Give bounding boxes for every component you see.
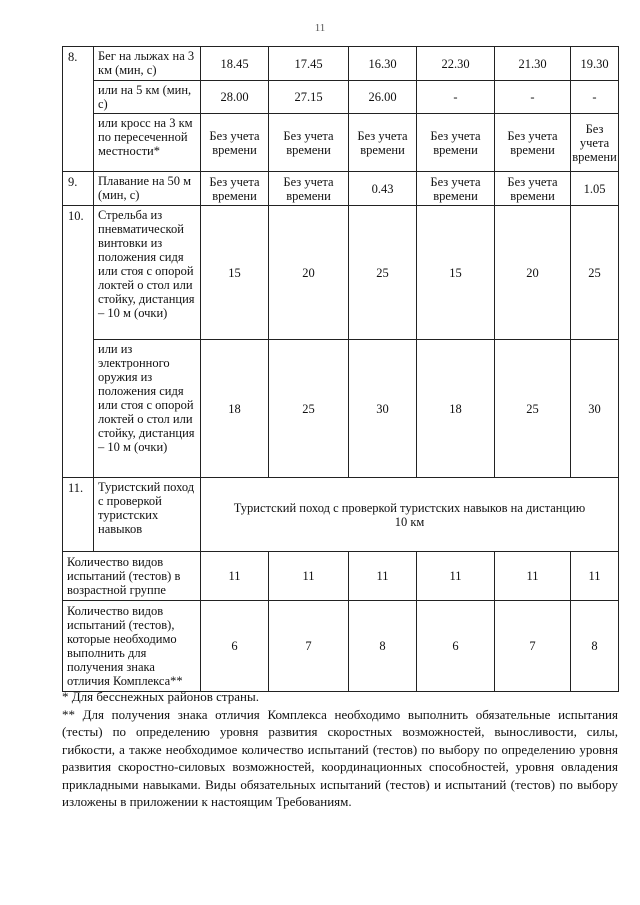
cell-value: 28.00 <box>201 81 269 114</box>
table-row <box>63 114 619 172</box>
row-label: Количество видов испытаний (тестов) в возрастной группе <box>63 552 201 601</box>
cell-value: - <box>417 81 495 114</box>
cell-value: Без учета времени <box>495 172 571 206</box>
cell-value: 6 <box>201 601 269 692</box>
footnote-2: ** Для получения знака отличия Комплекса необходимо выполнить обязательные испытания (тесты) по определению уровня развития скоростных возможностей, выносливости, силы, гибкости, а также необходимое количество испытаний (тестов) по выбору по определению уровня развития скоростно-силовых возможностей, координационных способностей, уровня овладения прикладными навыками. Виды обязательных испытаний (тестов) и испытаний (тестов) по выбору изложены в приложении к настоящим Требованиям. <box>62 706 618 809</box>
cell-value: Без учета времени <box>269 172 349 206</box>
cell-value: 26.00 <box>349 81 417 114</box>
cell-value: 1.05 <box>571 172 619 206</box>
cell-value: 25 <box>495 340 571 478</box>
row-label: Бег на лыжах на 3 км (мин, с) <box>94 47 201 81</box>
page-number: 11 <box>314 22 326 34</box>
table-row <box>63 47 619 81</box>
cell-value: 19.30 <box>571 47 619 81</box>
cell-value: 20 <box>269 206 349 340</box>
cell-value: 30 <box>571 340 619 478</box>
cell-value: Без учета времени <box>417 172 495 206</box>
cell-value: 15 <box>201 206 269 340</box>
row-label: Количество видов испытаний (тестов), которые необходимо выполнить для получения знака отличия Комплекса** <box>63 601 201 692</box>
table-row <box>63 206 619 340</box>
cell-value: 18 <box>201 340 269 478</box>
standards-table <box>62 46 619 692</box>
cell-value: 20 <box>495 206 571 340</box>
cell-value: Без учета времени <box>201 114 269 172</box>
cell-value: Без учета времени <box>417 114 495 172</box>
table-row <box>63 601 619 692</box>
table-row <box>63 81 619 114</box>
cell-value: 25 <box>349 206 417 340</box>
row-number: 10. <box>63 206 94 478</box>
cell-value: 11 <box>201 552 269 601</box>
table-row <box>63 478 619 552</box>
cell-value: 25 <box>571 206 619 340</box>
cell-value: 11 <box>495 552 571 601</box>
table-row <box>63 552 619 601</box>
cell-value: Без учета времени <box>571 114 619 172</box>
row-number: 11. <box>63 478 94 552</box>
cell-value: 18 <box>417 340 495 478</box>
cell-value: 6 <box>417 601 495 692</box>
cell-value: 8 <box>571 601 619 692</box>
cell-value: 11 <box>571 552 619 601</box>
cell-value: - <box>495 81 571 114</box>
cell-value: 27.15 <box>269 81 349 114</box>
row-label: Стрельба из пневматической винтовки из положения сидя или стоя с опорой локтей о стол или стойку, дистанция – 10 м (очки) <box>94 206 201 340</box>
cell-value: 0.43 <box>349 172 417 206</box>
cell-value: 16.30 <box>349 47 417 81</box>
cell-value: Без учета времени <box>269 114 349 172</box>
footnotes <box>62 688 618 811</box>
cell-value: 11 <box>269 552 349 601</box>
row-label: или на 5 км (мин, с) <box>94 81 201 114</box>
cell-value: 15 <box>417 206 495 340</box>
cell-value: 21.30 <box>495 47 571 81</box>
row-number: 9. <box>63 172 94 206</box>
cell-value: 7 <box>269 601 349 692</box>
cell-value: 11 <box>349 552 417 601</box>
table-row <box>63 172 619 206</box>
row-label: или из электронного оружия из положения сидя или стоя с опорой локтей о стол или стойку, дистанция – 10 м (очки) <box>94 340 201 478</box>
row-label: Туристский поход с проверкой туристских навыков <box>94 478 201 552</box>
merged-cell: Туристский поход с проверкой туристских навыков на дистанцию 10 км <box>201 478 619 552</box>
row-label: или кросс на 3 км по пересеченной местности* <box>94 114 201 172</box>
row-label: Плавание на 50 м (мин, с) <box>94 172 201 206</box>
cell-value: 30 <box>349 340 417 478</box>
cell-value: - <box>571 81 619 114</box>
cell-value: 25 <box>269 340 349 478</box>
cell-value: Без учета времени <box>495 114 571 172</box>
cell-value: 8 <box>349 601 417 692</box>
table-row <box>63 340 619 478</box>
cell-value: 18.45 <box>201 47 269 81</box>
cell-value: 7 <box>495 601 571 692</box>
row-number: 8. <box>63 47 94 172</box>
cell-value: 22.30 <box>417 47 495 81</box>
cell-value: Без учета времени <box>201 172 269 206</box>
cell-value: 11 <box>417 552 495 601</box>
cell-value: Без учета времени <box>349 114 417 172</box>
cell-value: 17.45 <box>269 47 349 81</box>
footnote-1: * Для бесснежных районов страны. <box>62 689 259 704</box>
